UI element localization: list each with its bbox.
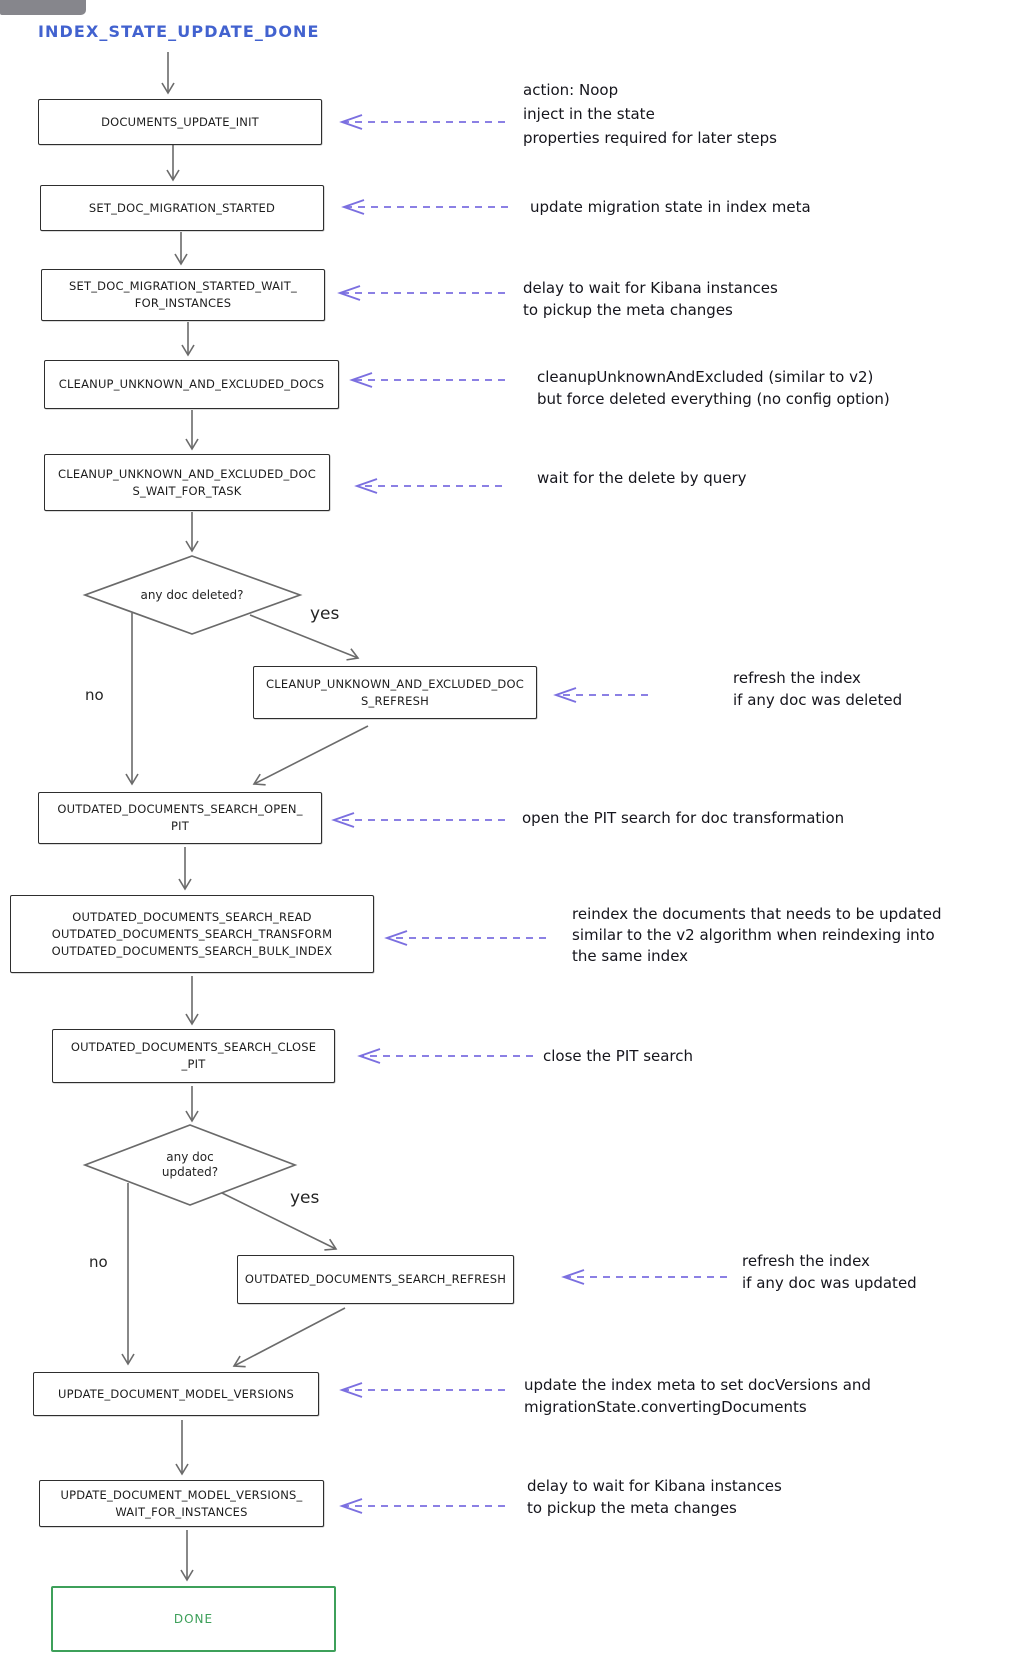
annotation-reindex-documents: reindex the documents that needs to be updated similar to the v2 algorithm when reindexing into the same index [572,905,942,965]
edge-label-yes-1: yes [310,604,340,624]
node-update-document-model-versions [33,1372,319,1416]
node-label: DOCUMENTS_UPDATE_INIT [101,114,259,129]
node-label: S_REFRESH [361,693,429,708]
node-label: CLEANUP_UNKNOWN_AND_EXCLUDED_DOC [266,676,524,691]
annotation-close-pit: close the PIT search [543,1047,694,1065]
node-label: PIT [171,819,189,833]
node-label: S_WAIT_FOR_TASK [132,483,242,498]
node-outdated-documents-search-close-pit [52,1029,335,1083]
node-set-doc-migration-started-wait-for-instances [41,269,325,321]
annotation-cleanup-unknown-excluded: cleanupUnknownAndExcluded (similar to v2) but force deleted everything (no config option) [537,368,890,408]
node-label: OUTDATED_DOCUMENTS_SEARCH_REFRESH [244,1272,507,1286]
annotation-open-pit: open the PIT search for doc transformation [522,809,845,827]
annotation-wait-delete-by-query: wait for the delete by query [537,469,747,487]
corner-artifact [0,0,86,15]
node-label: SET_DOC_MIGRATION_STARTED [88,200,276,215]
annotation-delay-wait-instances-1: delay to wait for Kibana instances to pickup the meta changes [523,279,778,319]
node-label: WAIT_FOR_INSTANCES [115,1504,248,1519]
edge-label-no-2: no [89,1253,108,1271]
node-label: CLEANUP_UNKNOWN_AND_EXCLUDED_DOCS [58,377,325,391]
node-update-document-model-versions-wait-for-instances [39,1480,324,1527]
decision-label-any-doc-deleted: any doc deleted? [140,588,244,602]
annotation-update-migration-state: update migration state in index meta [530,198,811,216]
edge-label-yes-2: yes [290,1188,320,1208]
node-label: OUTDATED_DOCUMENTS_SEARCH_BULK_INDEX [51,943,333,958]
node-label: OUTDATED_DOCUMENTS_SEARCH_READ [72,909,312,924]
annotation-action-noop: action: Noop inject in the state properties required for later steps [523,81,777,147]
decision-label-any-doc-updated: any doc updated? [161,1150,219,1179]
node-label: FOR_INSTANCES [134,296,232,310]
node-label: _PIT [181,1057,206,1071]
node-set-doc-migration-started [40,185,324,231]
annotation-delay-wait-instances-2: delay to wait for Kibana instances to pickup the meta changes [527,1477,782,1517]
edge-label-no-1: no [85,686,104,704]
node-outdated-documents-search-refresh [237,1255,514,1304]
node-documents-update-init [38,99,322,145]
node-label: UPDATE_DOCUMENT_MODEL_VERSIONS_ [60,1487,303,1502]
node-cleanup-unknown-and-excluded-docs [44,360,339,409]
annotation-update-index-meta: update the index meta to set docVersions and migrationState.convertingDocuments [524,1376,871,1416]
annotation-refresh-if-updated: refresh the index if any doc was updated [742,1252,917,1292]
node-label: SET_DOC_MIGRATION_STARTED_WAIT_ [69,279,297,293]
page-title: INDEX_STATE_UPDATE_DONE [38,22,320,41]
node-done [51,1586,336,1652]
node-label: CLEANUP_UNKNOWN_AND_EXCLUDED_DOC [58,466,316,481]
node-label: OUTDATED_DOCUMENTS_SEARCH_TRANSFORM [51,926,333,941]
node-cleanup-unknown-and-excluded-docs-refresh [253,666,537,719]
node-label: UPDATE_DOCUMENT_MODEL_VERSIONS [58,1386,294,1401]
node-label: OUTDATED_DOCUMENTS_SEARCH_OPEN_ [57,802,303,816]
node-outdated-documents-search-open-pit [38,792,322,844]
node-cleanup-unknown-and-excluded-docs-wait-for-task [44,454,330,511]
annotation-refresh-if-deleted: refresh the index if any doc was deleted [733,669,903,709]
node-outdated-documents-search-read-transform-bulk-index [10,895,374,973]
node-label: DONE [173,1611,214,1626]
node-label: OUTDATED_DOCUMENTS_SEARCH_CLOSE [70,1040,317,1054]
